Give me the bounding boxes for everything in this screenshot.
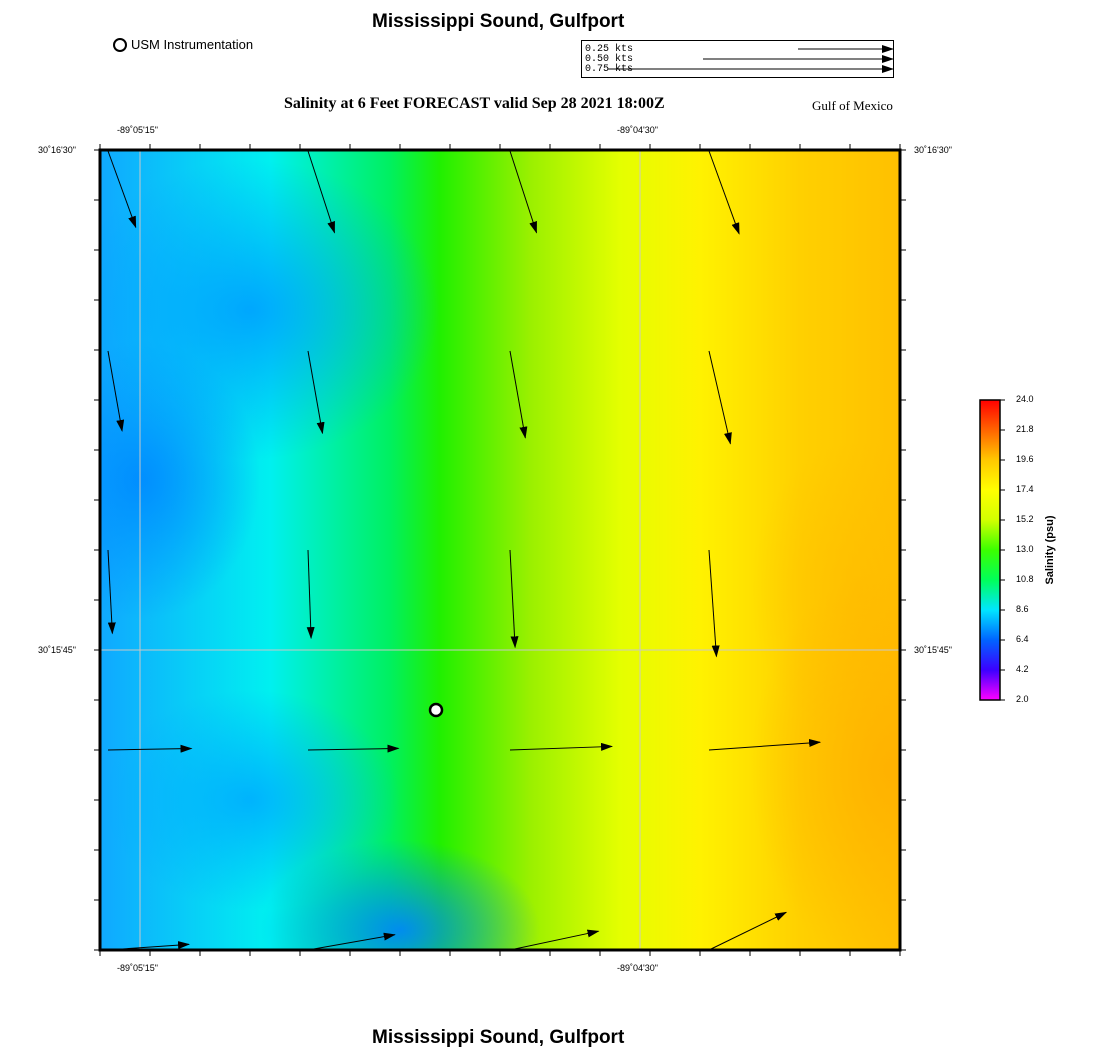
current-vector	[108, 550, 112, 633]
current-vector	[308, 550, 311, 638]
station-legend-label: USM Instrumentation	[131, 37, 254, 52]
lon-label-top-right: -89˚04'30"	[617, 125, 658, 135]
station-marker-icon[interactable]	[430, 704, 442, 716]
current-vector	[108, 749, 192, 750]
lat-label-left-middle: 30˚15'45"	[38, 645, 76, 655]
colorbar-tick-label: 15.2	[1016, 514, 1034, 524]
map-subtitle: Salinity at 6 Feet FORECAST valid Sep 28 2021 18:00Z	[284, 95, 665, 112]
current-vector	[510, 550, 515, 647]
current-vector	[709, 151, 739, 234]
lat-label-left-top: 30˚16'30"	[38, 145, 76, 155]
current-vectors	[108, 151, 820, 950]
lat-label-right-middle: 30˚15'45"	[914, 645, 952, 655]
graticule	[100, 150, 900, 950]
frame-ticks	[94, 144, 906, 956]
current-vector	[108, 151, 136, 227]
current-vector	[510, 746, 612, 750]
lon-label-bottom-left: -89˚05'15"	[117, 963, 158, 973]
vector-reference-label-2: 0.50 kts	[585, 54, 634, 65]
colorbar-tick-label: 19.6	[1016, 454, 1034, 464]
vector-reference-label-1: 0.25 kts	[585, 44, 634, 55]
current-vector	[510, 351, 525, 438]
current-vector	[308, 151, 335, 233]
region-label: Gulf of Mexico	[812, 98, 893, 113]
current-vector	[510, 931, 599, 950]
colorbar-title: Salinity (psu)	[1044, 515, 1056, 585]
current-vector	[308, 935, 395, 950]
current-vector	[709, 351, 730, 444]
vector-reference-label-3: 0.75 kts	[585, 64, 634, 75]
colorbar-tick-label: 17.4	[1016, 484, 1034, 494]
colorbar-tick-label: 10.8	[1016, 574, 1034, 584]
lon-label-top-left: -89˚05'15"	[117, 125, 158, 135]
lon-label-bottom-right: -89˚04'30"	[617, 963, 658, 973]
map-title: Mississippi Sound, Gulfport	[372, 11, 625, 32]
current-vector	[510, 151, 537, 233]
lat-label-right-top: 30˚16'30"	[914, 145, 952, 155]
colorbar-tick-label: 8.6	[1016, 604, 1029, 614]
colorbar-tick-label: 4.2	[1016, 664, 1029, 674]
footer-title: Mississippi Sound, Gulfport	[372, 1027, 625, 1048]
colorbar-tick-label: 24.0	[1016, 394, 1034, 404]
colorbar-tick-label: 2.0	[1016, 694, 1029, 704]
current-vector	[709, 912, 786, 950]
colorbar-tick-label: 6.4	[1016, 634, 1029, 644]
current-vector	[308, 351, 323, 433]
colorbar-tick-label: 13.0	[1016, 544, 1034, 554]
map-frame	[100, 150, 900, 950]
vector-reference-arrows	[608, 49, 893, 69]
current-vector	[709, 742, 820, 750]
colorbar-tick-label: 21.8	[1016, 424, 1034, 434]
current-vector	[709, 550, 716, 656]
colorbar	[980, 400, 1000, 700]
current-vector	[108, 351, 122, 431]
current-vector	[308, 748, 398, 750]
